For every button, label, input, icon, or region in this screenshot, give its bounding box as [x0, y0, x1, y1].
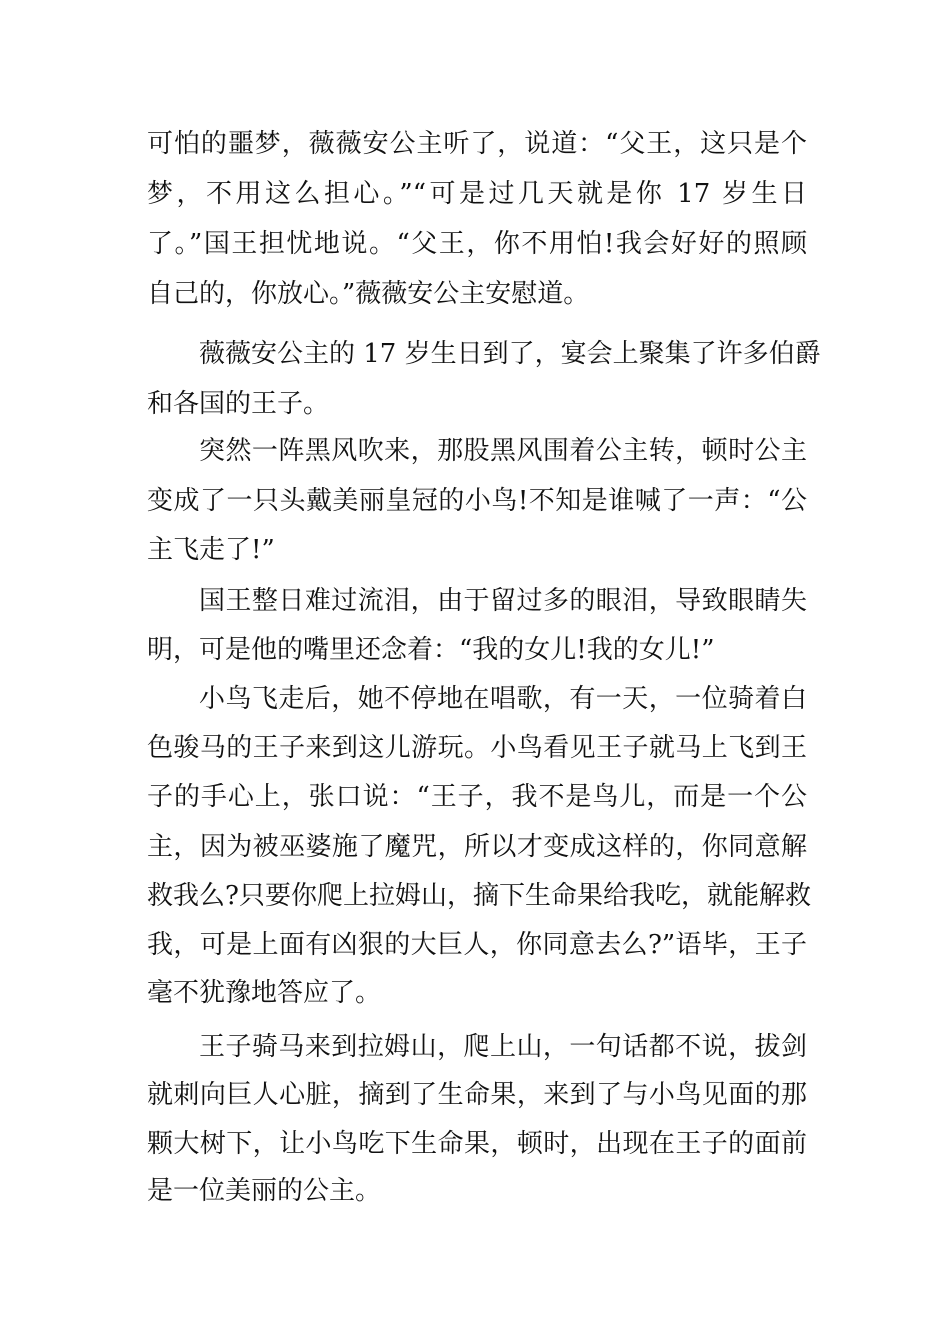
text-line: 就刺向巨人心脏，摘到了生命果，来到了与小鸟见面的那 — [147, 1080, 807, 1110]
paragraph-first-line: 薇薇安公主的 17 岁生日到了，宴会上聚集了许多伯爵 — [199, 339, 821, 369]
text-line: 我，可是上面有凶狠的大巨人，你同意去么?”语毕，王子 — [147, 930, 807, 960]
paragraph-first-line: 王子骑马来到拉姆山，爬上山，一句话都不说，拔剑 — [199, 1032, 807, 1062]
text-line: 梦，不用这么担心。”“可是过几天就是你 17 岁生日 — [147, 179, 807, 209]
text-line: 颗大树下，让小鸟吃下生命果，顿时，出现在王子的面前 — [147, 1129, 807, 1159]
text-line: 色骏马的王子来到这儿游玩。小鸟看见王子就马上飞到王 — [147, 733, 807, 763]
text-line: 毫不犹豫地答应了。 — [147, 978, 382, 1008]
paragraph-first-line: 小鸟飞走后，她不停地在唱歌，有一天，一位骑着白 — [199, 684, 807, 714]
text-line: 明，可是他的嘴里还念着：“我的女儿!我的女儿!” — [147, 635, 715, 665]
text-line: 可怕的噩梦，薇薇安公主听了，说道：“父王，这只是个 — [147, 129, 807, 159]
text-line: 是一位美丽的公主。 — [147, 1176, 382, 1206]
text-line: 变成了一只头戴美丽皇冠的小鸟!不知是谁喊了一声：“公 — [147, 486, 807, 516]
text-line: 和各国的王子。 — [147, 389, 330, 419]
text-line: 主飞走了!” — [147, 535, 275, 565]
text-line: 自己的，你放心。”薇薇安公主安慰道。 — [147, 279, 590, 309]
text-line: 了。”国王担忧地说。“父王，你不用怕!我会好好的照顾 — [147, 229, 807, 259]
paragraph-first-line: 突然一阵黑风吹来，那股黑风围着公主转，顿时公主 — [199, 436, 807, 466]
text-line: 子的手心上，张口说：“王子，我不是鸟儿，而是一个公 — [147, 782, 807, 812]
text-line: 救我么?只要你爬上拉姆山，摘下生命果给我吃，就能解救 — [147, 881, 811, 911]
text-line: 主，因为被巫婆施了魔咒，所以才变成这样的，你同意解 — [147, 832, 807, 862]
paragraph-first-line: 国王整日难过流泪，由于留过多的眼泪，导致眼睛失 — [199, 586, 807, 616]
